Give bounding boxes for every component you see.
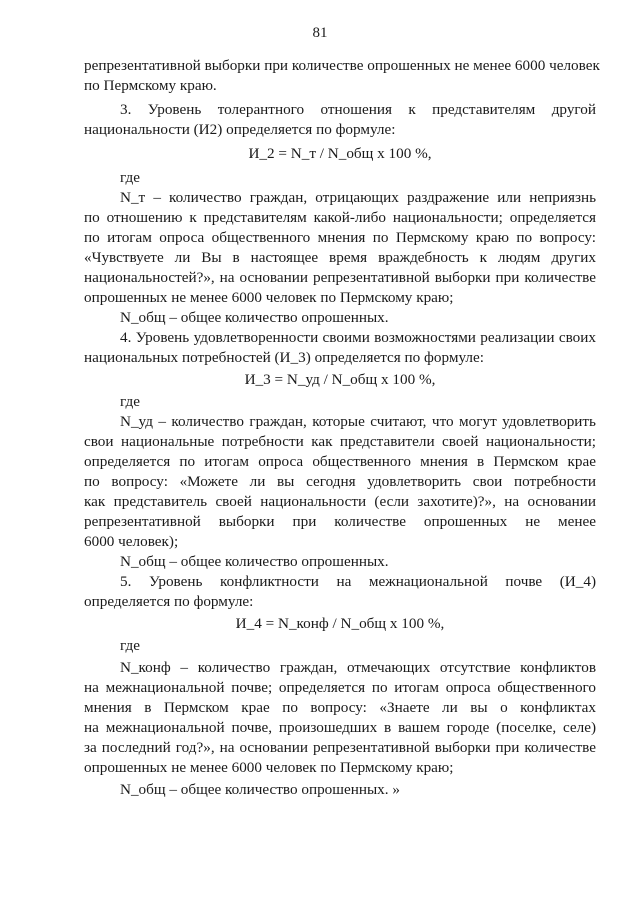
list-item-heading: 3. Уровень толерантного отношения к представителям другой bbox=[120, 101, 596, 118]
page-number: 81 bbox=[312, 25, 328, 41]
list-item-heading: 5. Уровень конфликтности на межнациональной почве (И_4) bbox=[120, 573, 596, 590]
text-line: 6000 человек); bbox=[84, 533, 179, 550]
text-line: определяется по итогам опроса общественного мнения в Пермском крае bbox=[84, 453, 596, 470]
text-line: опрошенных не менее 6000 человек по Пермскому краю; bbox=[84, 759, 454, 776]
text-line: репрезентативной выборки при количестве опрошенных не менее 6000 человек bbox=[84, 57, 600, 74]
text-line: где bbox=[120, 637, 140, 654]
text-line: на межнациональной почве, произошедших в вашем городе (поселке, селе) bbox=[84, 719, 596, 736]
text-line: N_т – количество граждан, отрицающих раздражение или неприязнь bbox=[120, 189, 596, 206]
formula: И_4 = N_конф / N_общ х 100 %, bbox=[235, 615, 445, 632]
text-line: на межнациональной почве; определяется по итогам опроса общественного bbox=[84, 679, 596, 696]
text-line: национальностей?», на основании репрезентативной выборки при количестве bbox=[84, 269, 596, 286]
text-line: где bbox=[120, 169, 140, 186]
text-line: N_общ – общее количество опрошенных. » bbox=[120, 781, 400, 798]
text-line: по отношению к представителям какой-либо национальности; определяется bbox=[84, 209, 596, 226]
text-line: «Чувствуете ли Вы в настоящее время враждебность к людям других bbox=[84, 249, 596, 266]
text-line: за последний год?», на основании репрезентативной выборки при количестве bbox=[84, 739, 596, 756]
list-item-heading: 4. Уровень удовлетворенности своими возможностями реализации своих bbox=[120, 329, 596, 346]
text-line: по вопросу: «Можете ли вы сегодня удовлетворить свои потребности bbox=[84, 473, 596, 490]
text-line: N_общ – общее количество опрошенных. bbox=[120, 309, 389, 326]
text-line: определяется по формуле: bbox=[84, 593, 254, 610]
text-line: как представитель своей национальности (если захотите)?», на основании bbox=[84, 493, 596, 510]
formula: И_3 = N_уд / N_общ х 100 %, bbox=[244, 371, 436, 388]
text-line: N_конф – количество граждан, отмечающих отсутствие конфликтов bbox=[120, 659, 596, 676]
text-line: N_уд – количество граждан, которые считают, что могут удовлетворить bbox=[120, 413, 596, 430]
text-line: где bbox=[120, 393, 140, 410]
formula: И_2 = N_т / N_общ х 100 %, bbox=[248, 145, 432, 162]
text-line: опрошенных не менее 6000 человек по Пермскому краю; bbox=[84, 289, 454, 306]
text-line: мнения в Пермском крае по вопросу: «Знаете ли вы о конфликтах bbox=[84, 699, 596, 716]
text-line: национальности (И2) определяется по формуле: bbox=[84, 121, 396, 138]
text-line: по Пермскому краю. bbox=[84, 77, 217, 94]
text-line: свои национальные потребности как представители своей национальности; bbox=[84, 433, 596, 450]
text-line: по итогам опроса общественного мнения по Пермскому краю по вопросу: bbox=[84, 229, 596, 246]
text-line: репрезентативной выборки при количестве опрошенных не менее bbox=[84, 513, 596, 530]
text-line: национальных потребностей (И_3) определяется по формуле: bbox=[84, 349, 484, 366]
text-line: N_общ – общее количество опрошенных. bbox=[120, 553, 389, 570]
